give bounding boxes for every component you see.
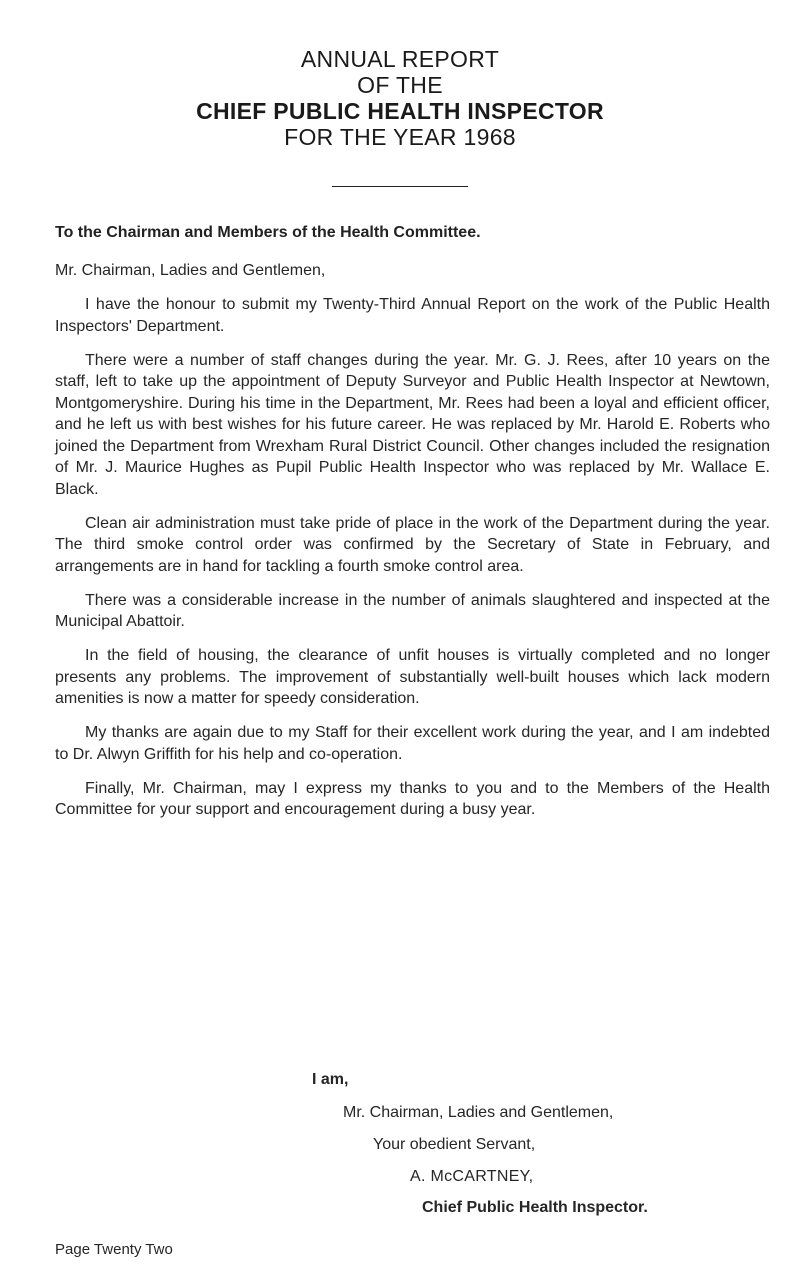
addressee-heading: To the Chairman and Members of the Health Committee. — [55, 224, 481, 241]
title-line-of-the: OF THE — [357, 72, 443, 98]
signatory-name: A. McCARTNEY, — [410, 1168, 534, 1185]
report-title — [0, 46, 800, 150]
title-line-chief-inspector: CHIEF PUBLIC HEALTH INSPECTOR — [196, 98, 604, 124]
title-divider — [332, 186, 468, 187]
closing-servant: Your obedient Servant, — [373, 1136, 536, 1153]
paragraph-thanks-staff: My thanks are again due to my Staff for their excellent work during the year, and I am indebted to Dr. Alwyn Griffith for his help and co-operation. — [55, 724, 770, 763]
paragraph-introduction: I have the honour to submit my Twenty-Third Annual Report on the work of the Public Health Inspectors' Department. — [55, 296, 770, 335]
paragraph-staff-changes: There were a number of staff changes during the year. Mr. G. J. Rees, after 10 years on the staff, left to take up the appointment of Deputy Surveyor and Public Health Inspector at Newtown, Montgomeryshire. During his time in the Department, Mr. Rees had been a loyal and efficient officer, and he left us with best wishes for his future career. He was replaced by Mr. Harold E. Roberts who joined the Department from Wrexham Rural District Council. Other changes included the resignation of Mr. J. Maurice Hughes as Pupil Public Health Inspector who was replaced by Mr. Wallace E. Black. — [55, 351, 770, 498]
paragraph-thanks-committee: Finally, Mr. Chairman, may I express my thanks to you and to the Members of the Health Committee for your support and encouragement during a busy year. — [55, 779, 770, 818]
title-line-annual-report: ANNUAL REPORT — [300, 46, 500, 72]
closing-address: Mr. Chairman, Ladies and Gentlemen, — [343, 1104, 614, 1121]
title-line-year: FOR THE YEAR 1968 — [284, 124, 516, 150]
paragraph-abattoir: There was a considerable increase in the number of animals slaughtered and inspected at the Municipal Abattoir. — [55, 591, 770, 630]
paragraph-clean-air: Clean air administration must take pride of place in the work of the Department during the year. The third smoke control order was confirmed by the Secretary of State in February, and arrangements are in hand for tackling a fourth smoke control area. — [55, 514, 770, 575]
closing-i-am: I am, — [312, 1071, 349, 1088]
paragraph-housing: In the field of housing, the clearance of unfit houses is virtually completed and no longer presents any problems. The improvement of substantially well-built houses which lack modern amenities is now a matter for speedy consideration. — [55, 647, 770, 707]
signatory-title: Chief Public Health Inspector. — [422, 1199, 648, 1216]
greeting-line: Mr. Chairman, Ladies and Gentlemen, — [55, 262, 326, 279]
report-body — [55, 294, 770, 833]
page-number-label: Page Twenty Two — [55, 1241, 173, 1258]
